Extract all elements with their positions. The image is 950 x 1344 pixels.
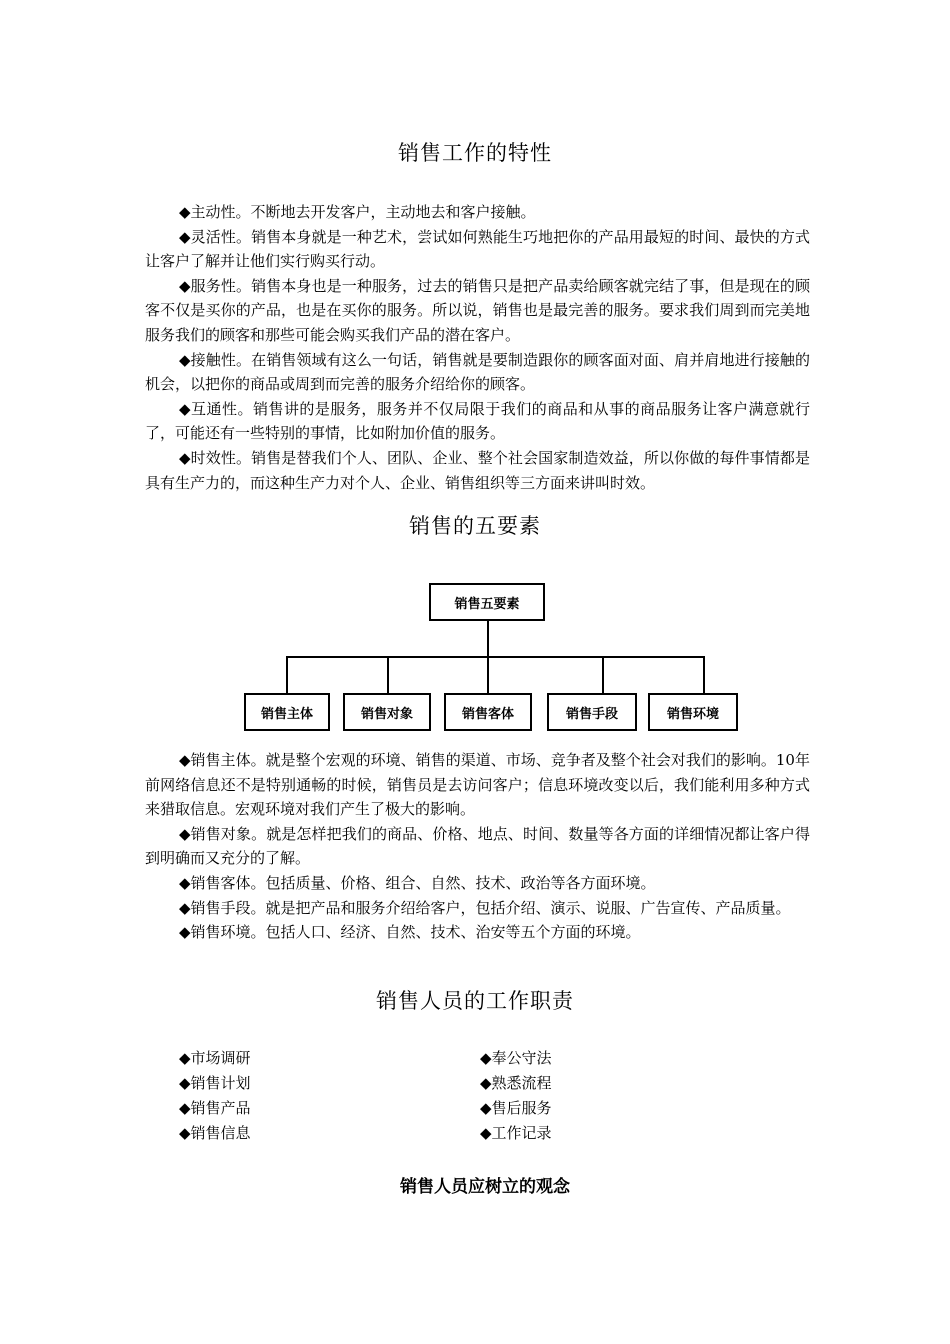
chart-node: 销售手段 [547,693,637,731]
connector-drop [602,656,604,693]
section-title-five-elements: 销售的五要素 [409,514,541,538]
list-item: ◆熟悉流程 [480,1074,552,1092]
chart-node: 销售环境 [648,693,738,731]
connector-drop [703,656,705,693]
five-elements-org-chart [0,570,950,740]
paragraph: ◆销售主体。就是整个宏观的环境、销售的渠道、市场、竞争者及整个社会对我们的影响。10年前网络信息还不是特别通畅的时候，销售员是去访问客户；信息环境改变以后，我们能利用多种方式来猎取信息。宏观环境对我们产生了极大的影响。 [145,751,810,819]
connector-drop [286,656,288,693]
connector-vertical [487,620,489,656]
list-item: ◆奉公守法 [480,1049,552,1067]
paragraph: ◆销售环境。包括人口、经济、自然、技术、治安等五个方面的环境。 [179,923,641,942]
section-title-sales-characteristics: 销售工作的特性 [398,141,552,165]
section-title-duties: 销售人员的工作职责 [376,989,574,1013]
five-elements-paragraphs [145,748,810,945]
connector-drop [387,656,389,693]
list-item: ◆售后服务 [480,1099,552,1117]
duties-list-right [480,1046,552,1146]
paragraph: ◆灵活性。销售本身就是一种艺术，尝试如何熟能生巧地把你的产品用最短的时间、最快的方式让客户了解并让他们实行购买行动。 [145,227,810,271]
paragraph: ◆时效性。销售是替我们个人、团队、企业、整个社会国家制造效益，所以你做的每件事情都是具有生产力的，而这种生产力对个人、企业、销售组织等三方面来讲叫时效。 [145,448,810,492]
chart-node: 销售客体 [444,693,532,731]
chart-node: 销售对象 [343,693,431,731]
paragraph: ◆接触性。在销售领域有这么一句话，销售就是要制造跟你的顾客面对面、肩并肩地进行接触的机会，以把你的商品或周到而完善的服务介绍给你的顾客。 [145,350,810,394]
chart-node: 销售主体 [244,693,330,731]
list-item: ◆销售产品 [179,1099,251,1117]
paragraph: ◆销售对象。就是怎样把我们的商品、价格、地点、时间、数量等各方面的详细情况都让客户得到明确而又充分的了解。 [145,824,810,868]
paragraph: ◆服务性。销售本身也是一种服务，过去的销售只是把产品卖给顾客就完结了事，但是现在的顾客不仅是买你的产品，也是在买你的服务。所以说，销售也是最完善的服务。要求我们周到而完美地服务我们的顾客和那些可能会购买我们产品的潜在客户。 [145,276,810,344]
chart-root-node: 销售五要素 [429,583,545,621]
characteristics-paragraphs [145,200,810,495]
section-title-concepts: 销售人员应树立的观念 [400,1177,570,1197]
paragraph: ◆销售客体。包括质量、价格、组合、自然、技术、政治等各方面环境。 [179,873,656,892]
paragraph: ◆销售手段。就是把产品和服务介绍给客户，包括介绍、演示、说服、广告宣传、产品质量。 [179,898,791,917]
list-item: ◆市场调研 [179,1049,251,1067]
duties-list-left [179,1046,251,1146]
list-item: ◆工作记录 [480,1124,552,1142]
list-item: ◆销售信息 [179,1124,251,1142]
paragraph: ◆互通性。销售讲的是服务，服务并不仅局限于我们的商品和从事的商品服务让客户满意就行了，可能还有一些特别的事情，比如附加价值的服务。 [145,399,810,443]
list-item: ◆销售计划 [179,1074,251,1092]
connector-horizontal [286,656,704,658]
connector-drop [487,656,489,693]
paragraph: ◆主动性。不断地去开发客户，主动地去和客户接触。 [179,203,536,221]
